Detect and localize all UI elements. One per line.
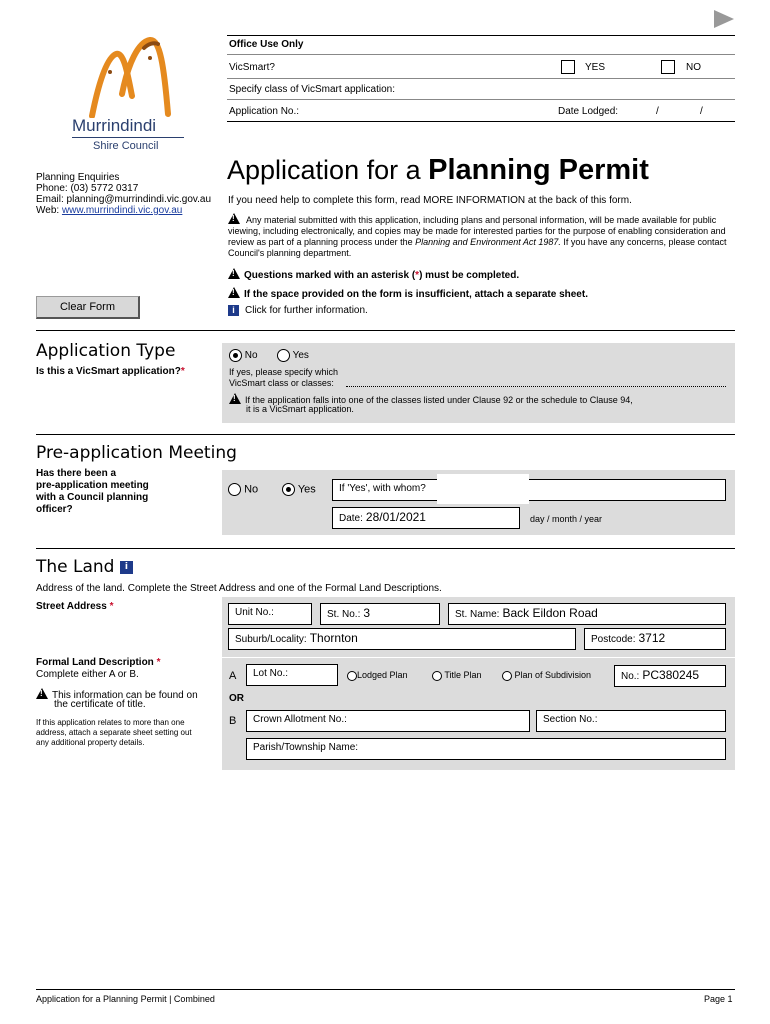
vicsmart-class-input[interactable] (346, 386, 726, 387)
vicsmart-class-label: Specify class of VicSmart application: (229, 84, 396, 95)
footer-title: Application for a Planning Permit | Combined (36, 994, 215, 1004)
suburb-field[interactable] (228, 628, 576, 650)
postcode-label: Postcode: (591, 634, 636, 645)
date-value: 28/01/2021 (365, 510, 426, 524)
clause-note-2: it is a VicSmart application. (246, 404, 354, 414)
multi-note-line: If this application relates to more than one (36, 718, 185, 727)
warning-icon (228, 268, 240, 279)
vicsmart-no-label: No (244, 350, 258, 362)
parish-label: Parish/Township Name: (253, 742, 359, 753)
multi-note-line: address, attach a separate sheet setting out (36, 728, 192, 737)
multi-address-note (36, 718, 192, 748)
plan-no-value: PC380245 (642, 668, 700, 682)
warning-icon (228, 287, 240, 298)
preapp-no-radio[interactable] (228, 483, 241, 496)
unit-no-field[interactable] (228, 603, 312, 625)
asterisk-notice (228, 268, 519, 282)
phone: Phone: (03) 5772 0317 (36, 183, 139, 194)
vicsmart-no-option[interactable] (229, 349, 258, 362)
office-no-label: NO (686, 62, 701, 73)
vicsmart-question (36, 366, 185, 378)
date-format-hint: day / month / year (530, 514, 603, 524)
complete-either: Complete either A or B. (36, 669, 139, 680)
subdivision-label: Plan of Subdivision (514, 670, 592, 680)
web-label: Web: (36, 205, 60, 216)
page-number: Page 1 (704, 994, 733, 1004)
material-act: Planning and Environment Act 1987. (415, 237, 561, 247)
street-no-label: St. No.: (327, 609, 361, 620)
street-address-text: Street Address (36, 601, 107, 612)
section-no-field[interactable] (536, 710, 726, 732)
section-no-label: Section No.: (543, 714, 598, 725)
application-no-label: Application No.: (229, 106, 300, 117)
street-name-label: St. Name: (455, 609, 500, 620)
office-no-checkbox[interactable] (661, 60, 675, 74)
title-cert-note-2: the certificate of title. (54, 699, 146, 710)
unit-no-label: Unit No.: (235, 607, 274, 618)
street-name-field[interactable] (448, 603, 726, 625)
lodged-plan-label: Lodged Plan (357, 670, 408, 680)
email: Email: planning@murrindindi.vic.gov.au (36, 194, 212, 205)
with-whom-label: If 'Yes', with whom? (339, 483, 426, 494)
land-intro: Address of the land. Complete the Street Address and one of the Formal Land Descriptions. (36, 583, 442, 594)
vicsmart-yes-option[interactable] (277, 349, 309, 362)
preapp-title: Pre-application Meeting (36, 443, 237, 463)
date-slash: / (656, 106, 659, 117)
street-no-field[interactable] (320, 603, 440, 625)
specify-label-1: If yes, please specify which (229, 367, 339, 377)
office-yes-label: YES (585, 62, 606, 73)
land-title-text: The Land (36, 557, 115, 577)
date-lodged-label: Date Lodged: (558, 106, 619, 117)
warning-icon (229, 393, 241, 404)
street-name-value: Back Eildon Road (502, 606, 598, 620)
lodged-plan-radio[interactable] (347, 671, 357, 681)
meeting-date-field[interactable] (332, 507, 520, 529)
postcode-field[interactable] (584, 628, 726, 650)
parish-field[interactable] (246, 738, 726, 760)
vicsmart-office-label: VicSmart? (229, 62, 275, 73)
required-star: * (156, 657, 161, 668)
asterisk-text: Questions marked with an asterisk ( (244, 270, 416, 281)
help-text: If you need help to complete this form, read MORE INFORMATION at the back of this form. (228, 195, 632, 206)
formal-land-text: Formal Land Description (36, 657, 154, 668)
further-info-text: Click for further information. (245, 305, 368, 317)
space-text: If the space provided on the form is insufficient, attach a separate sheet. (244, 289, 588, 300)
planning-enquiries: Planning Enquiries (36, 172, 120, 183)
option-a-label: A (229, 670, 237, 682)
title-cert-note-1: This information can be found on (52, 690, 198, 701)
council-subtitle: Shire Council (93, 140, 159, 152)
formal-land-label (36, 657, 160, 669)
council-name: Murrindindi (72, 116, 157, 135)
office-use-title: Office Use Only (229, 39, 304, 50)
application-type-title: Application Type (36, 341, 176, 361)
land-title (36, 557, 139, 577)
space-notice (228, 287, 588, 301)
subdivision-radio[interactable] (502, 671, 512, 681)
preapp-q-line: officer? (36, 504, 73, 515)
required-star: * (109, 601, 114, 612)
warning-icon (36, 688, 48, 699)
preapp-yes-option[interactable] (282, 483, 316, 496)
street-address-label (36, 601, 113, 613)
web-link[interactable]: www.murrindindi.vic.gov.au (61, 205, 183, 216)
title-plan-label: Title Plan (444, 670, 482, 680)
material-text: Any material submitted with this application, including plans and personal information, will be made available for public viewing, including electronically, and copies may be made for interested parties for the purpose of enabling consideration and review as part of a planning process under the (228, 215, 726, 247)
preapp-no-option[interactable] (228, 483, 258, 496)
preapp-q-line: pre-application meeting (36, 480, 149, 491)
crown-allotment-field[interactable] (246, 710, 530, 732)
asterisk-star: * (415, 270, 420, 281)
office-yes-checkbox[interactable] (561, 60, 575, 74)
street-no-value: 3 (363, 606, 371, 620)
clause-note-1: If the application falls into one of the classes listed under Clause 92 or the schedule to Clause 94, (245, 395, 633, 405)
required-star: * (180, 366, 185, 377)
title-regular: Application for a (227, 155, 421, 185)
material-text-b: If you have any concerns, please contact Council's planning department. (228, 237, 727, 258)
further-info[interactable] (228, 305, 368, 317)
lot-no-label: Lot No.: (253, 668, 289, 679)
next-page-icon[interactable] (714, 10, 734, 28)
vicsmart-yes-label: Yes (292, 350, 309, 362)
preapp-q-line: Has there been a (36, 468, 117, 479)
lot-no-field[interactable] (246, 664, 338, 686)
subdivision-option[interactable] (502, 670, 591, 681)
vicsmart-no-radio[interactable] (229, 349, 242, 362)
preapp-q-line: with a Council planning (36, 492, 149, 503)
date-slash: / (700, 106, 703, 117)
vicsmart-question-text: Is this a VicSmart application? (36, 366, 181, 377)
title-bold: Planning Permit (428, 154, 649, 186)
preapp-no-label: No (244, 483, 259, 496)
preapp-yes-label: Yes (297, 483, 316, 496)
suburb-value: Thornton (309, 631, 358, 645)
plan-no-field[interactable] (614, 665, 726, 687)
preapp-question (36, 468, 149, 516)
vicsmart-yes-radio[interactable] (277, 349, 290, 362)
with-whom-field[interactable] (332, 479, 726, 501)
lodged-plan-option[interactable] (347, 670, 408, 681)
multi-note-line: any additional property details. (36, 738, 145, 747)
title-plan-radio[interactable] (432, 671, 442, 681)
specify-label-2: VicSmart class or classes: (229, 378, 334, 388)
crown-allotment-label: Crown Allotment No.: (253, 714, 347, 725)
clear-form-button[interactable]: Clear Form (36, 296, 140, 319)
date-label: Date: (339, 513, 363, 524)
council-logo (88, 36, 172, 118)
option-b-label: B (229, 715, 237, 727)
suburb-label: Suburb/Locality: (235, 634, 307, 645)
plan-no-label: No.: (621, 671, 640, 682)
or-label: OR (229, 693, 244, 704)
info-icon[interactable]: i (120, 561, 133, 574)
preapp-yes-radio[interactable] (282, 483, 295, 496)
page-title (227, 154, 649, 186)
asterisk-text-b: ) must be completed. (419, 270, 520, 281)
material-notice (228, 213, 734, 259)
warning-icon (228, 213, 240, 224)
redaction (437, 474, 529, 504)
postcode-value: 3712 (638, 631, 666, 645)
info-icon[interactable]: i (228, 305, 239, 316)
title-plan-option[interactable] (432, 670, 482, 681)
